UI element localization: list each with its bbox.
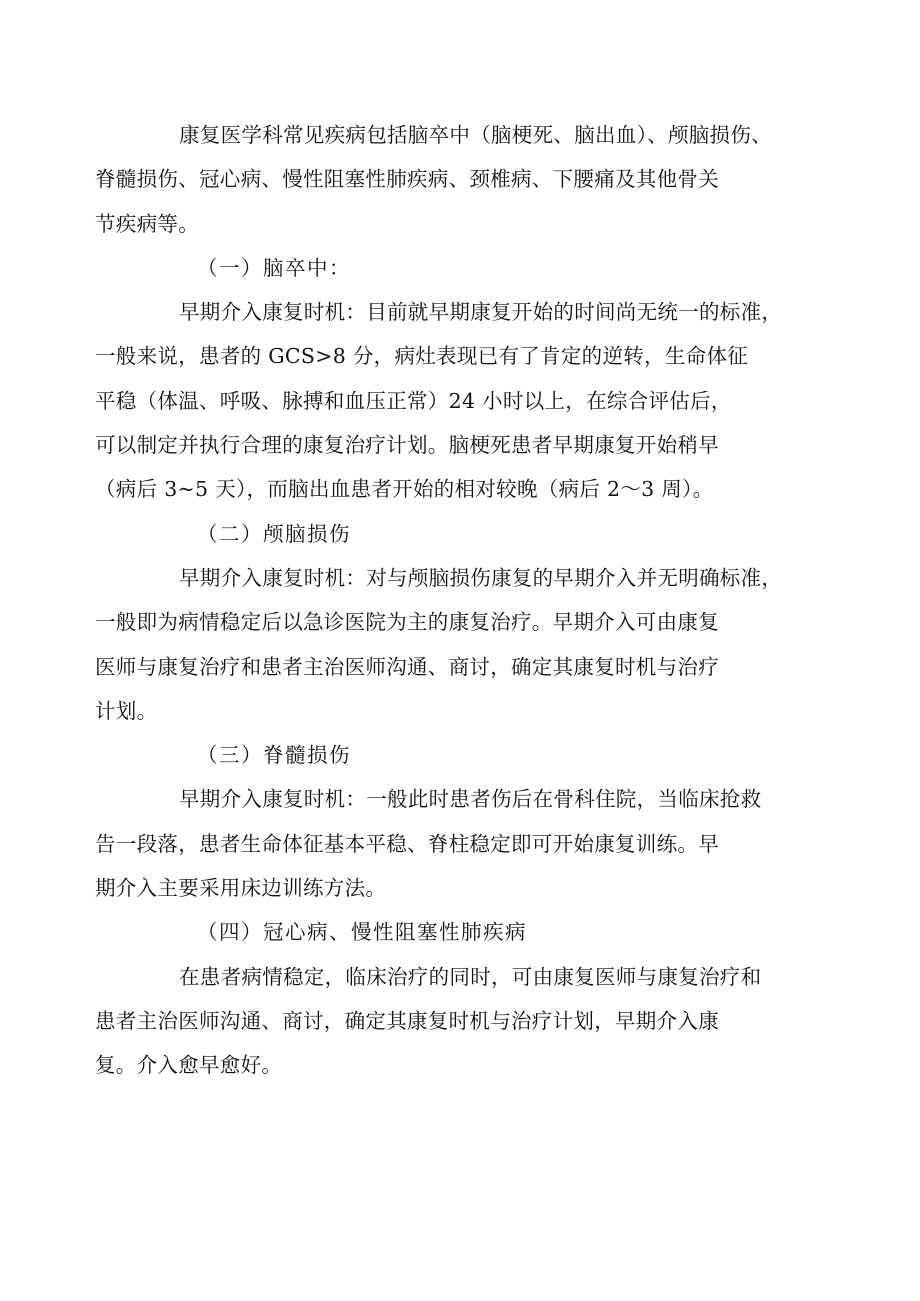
section-heading-cardio-pulmonary: （四）冠心病、慢性阻塞性肺疾病 [197, 920, 527, 945]
text-line: （病后 3~5 天），而脑出血患者开始的相对较晚（病后 2～3 周）。 [95, 477, 714, 502]
brain-injury-paragraph [95, 556, 799, 733]
text-line: 早期介入康复时机：目前就早期康复开始的时间尚无统一的标准， [179, 300, 783, 325]
spinal-injury-paragraph [95, 777, 799, 910]
text-line: 告一段落，患者生命体征基本平稳、脊柱稳定即可开始康复训练。早 [95, 831, 719, 856]
document-body [95, 113, 799, 1088]
text-line: 早期介入康复时机：一般此时患者伤后在骨科住院，当临床抢救 [179, 787, 762, 812]
text-line: 医师与康复治疗和患者主治医师沟通、商讨，确定其康复时机与治疗 [95, 654, 719, 679]
text-line: 在患者病情稳定，临床治疗的同时，可由康复医师与康复治疗和 [179, 964, 762, 989]
text-line: 康复医学科常见疾病包括脑卒中（脑梗死、脑出血）、颅脑损伤、 [179, 123, 772, 147]
text-line: 节疾病等。 [95, 211, 199, 236]
text-line: 早期介入康复时机：对与颅脑损伤康复的早期介入并无明确标准， [179, 565, 783, 590]
text-line: 复。介入愈早愈好。 [95, 1053, 283, 1078]
text-line: 脊髓损伤、冠心病、慢性阻塞性肺疾病、颈椎病、下腰痛及其他骨关 [95, 167, 719, 192]
section-heading-spinal-injury: （三）脊髓损伤 [197, 743, 351, 768]
text-line: 一般来说，患者的 GCS>8 分，病灶表现已有了肯定的逆转，生命体征 [95, 344, 749, 369]
text-line: 期介入主要采用床边训练方法。 [95, 876, 387, 901]
cardio-pulmonary-paragraph [95, 955, 799, 1088]
text-line: 可以制定并执行合理的康复治疗计划。脑梗死患者早期康复开始稍早 [95, 433, 719, 458]
text-line: 患者主治医师沟通、商讨，确定其康复时机与治疗计划，早期介入康 [95, 1008, 719, 1033]
stroke-paragraph [95, 290, 799, 511]
section-heading-brain-injury: （二）颅脑损伤 [197, 521, 351, 546]
text-line: 计划。 [95, 698, 158, 723]
text-line: 平稳（体温、呼吸、脉搏和血压正常）24 小时以上，在综合评估后， [95, 388, 732, 413]
intro-paragraph [95, 113, 799, 246]
text-line: 一般即为病情稳定后以急诊医院为主的康复治疗。早期介入可由康复 [95, 610, 719, 635]
section-heading-stroke: （一）脑卒中： [197, 255, 351, 280]
